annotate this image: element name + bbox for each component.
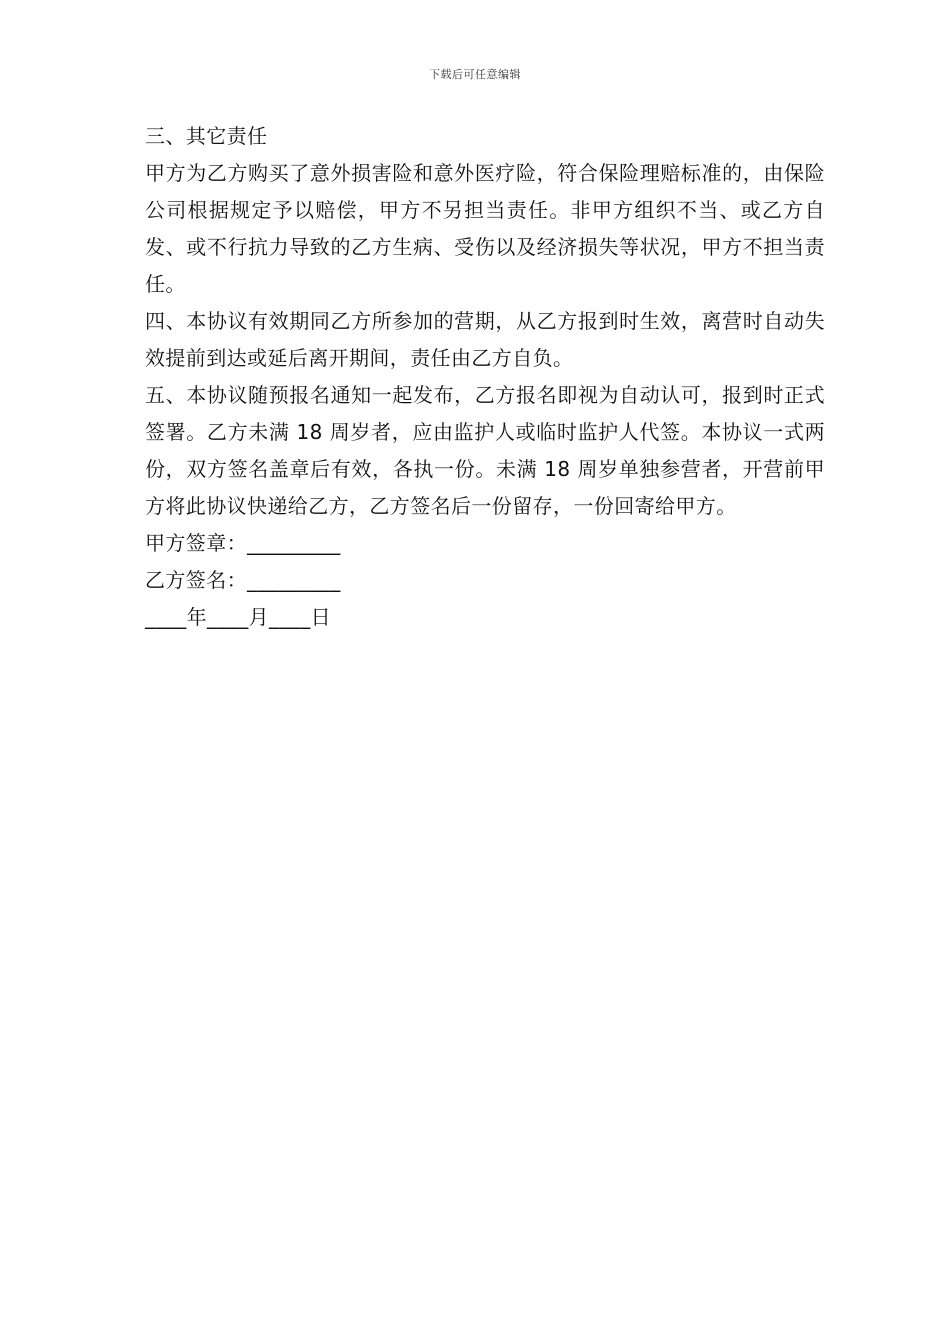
section-heading-three: 三、其它责任 — [145, 124, 268, 148]
paragraph-section-five: 五、本协议随预报名通知一起发布，乙方报名即视为自动认可，报到时正式签署。乙方未满 18 周岁者，应由监护人或临时监护人代签。本协议一式两份，双方签名盖章后有效，各执一份。未满 18 周岁单独参营者，开营前甲方将此协议快递给乙方，乙方签名后一份留存，一份回寄给甲方。 — [145, 383, 825, 518]
page-header: 下载后可任意编辑 — [429, 68, 521, 81]
paragraph-section-four: 四、本协议有效期同乙方所参加的营期，从乙方报到时生效，离营时自动失效提前到达或延后离开期间，责任由乙方自负。 — [145, 309, 825, 370]
signature-party-b: 乙方签名：_________ — [145, 568, 341, 592]
document-body — [145, 118, 825, 636]
date-line: ____年____月____日 — [145, 605, 331, 629]
paragraph-responsibility: 甲方为乙方购买了意外损害险和意外医疗险，符合保险理赔标准的，由保险公司根据规定予以赔偿，甲方不另担当责任。非甲方组织不当、或乙方自发、或不行抗力导致的乙方生病、受伤以及经济损失等状况，甲方不担当责任。 — [145, 161, 825, 296]
signature-party-a: 甲方签章：_________ — [145, 531, 341, 555]
